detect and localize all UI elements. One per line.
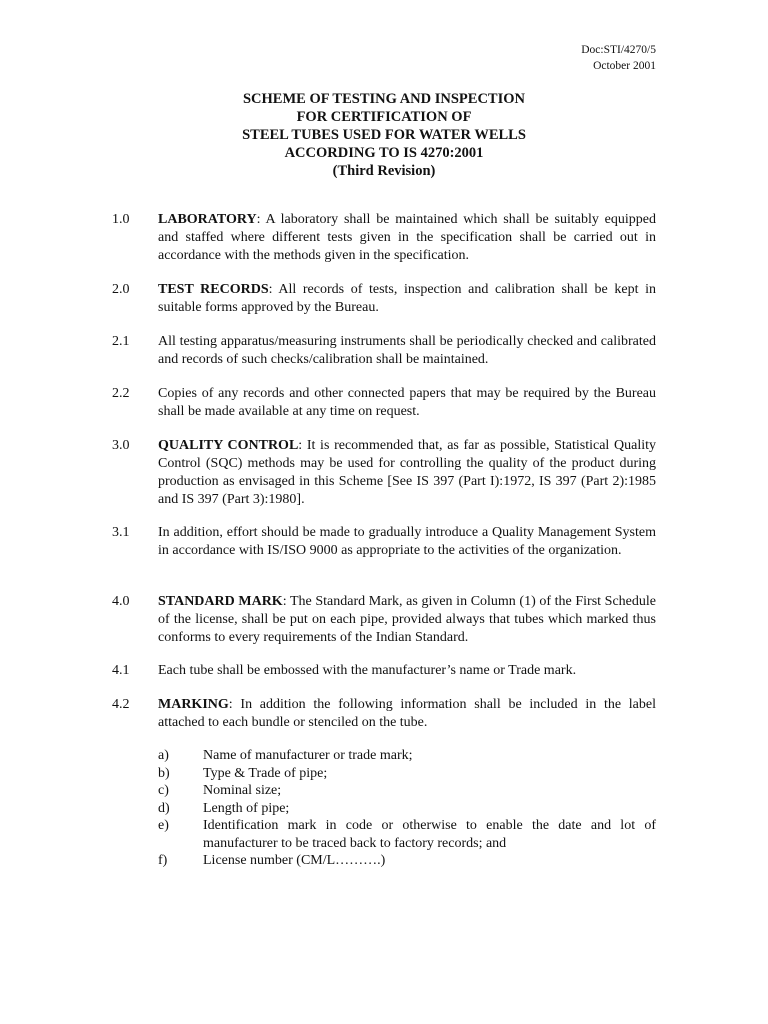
- list-item-label: b): [158, 765, 170, 781]
- section-heading: QUALITY CONTROL: [158, 438, 299, 453]
- section-text: : The Standard Mark, as given in Column (1) of the First Schedule of the license, shall be put on each pipe, provided always that tubes which marked thus conforms to every requirements of the Indian Standard.: [158, 594, 656, 645]
- list-item-text: Length of pipe;: [203, 800, 290, 816]
- title-line: ACCORDING TO IS 4270:2001: [284, 145, 484, 161]
- section-text: : In addition the following information shall be included in the label attached to each bundle or stenciled on the tube.: [158, 697, 656, 730]
- list-item-text: Identification mark in code or otherwise to enable the date and lot of manufacturer to be traced back to factory records; and: [203, 818, 656, 851]
- title-line: STEEL TUBES USED FOR WATER WELLS: [242, 127, 526, 143]
- section-heading: LABORATORY: [158, 212, 257, 227]
- section-4-1: [112, 662, 656, 680]
- list-item-text: Nominal size;: [203, 783, 282, 798]
- doc-number: Doc:STI/4270/5: [581, 44, 656, 56]
- section-3-0: [112, 437, 656, 509]
- section-text: All testing apparatus/measuring instruments shall be periodically checked and calibrated and records of such checks/calibration shall be maintained.: [158, 334, 656, 367]
- section-text: Each tube shall be embossed with the manufacturer’s name or Trade mark.: [158, 663, 577, 678]
- document-reference: [581, 42, 656, 74]
- section-number: 2.0: [112, 282, 130, 297]
- section-4-2: [112, 696, 656, 732]
- title-line: SCHEME OF TESTING AND INSPECTION: [242, 91, 525, 107]
- list-item-label: c): [158, 783, 169, 798]
- section-number: 2.2: [112, 386, 130, 401]
- title-revision: (Third Revision): [332, 163, 436, 179]
- list-item-text: License number (CM/L……….): [203, 853, 386, 868]
- section-text: In addition, effort should be made to gradually introduce a Quality Management System in accordance with IS/ISO 9000 as appropriate to the activities of the organization.: [158, 525, 656, 558]
- section-number: 3.1: [112, 525, 130, 540]
- section-1-0: [112, 211, 656, 265]
- list-item: [158, 800, 656, 818]
- section-heading: TEST RECORDS: [158, 282, 269, 297]
- list-item-label: a): [158, 748, 169, 763]
- section-number: 4.1: [112, 663, 130, 678]
- section-4-0: [112, 593, 656, 647]
- section-number: 1.0: [112, 212, 130, 227]
- section-number: 4.0: [112, 594, 130, 609]
- list-item: [158, 852, 656, 870]
- list-item: [158, 782, 656, 800]
- doc-date: October 2001: [593, 60, 656, 72]
- section-text: : A laboratory shall be maintained which shall be suitably equipped and staffed where different tests given in the specification shall be carried out in accordance with the methods given in the specification.: [158, 212, 656, 263]
- section-2-2: [112, 385, 656, 421]
- section-heading: MARKING: [158, 697, 229, 712]
- section-number: 3.0: [112, 438, 130, 453]
- document-title: [0, 90, 768, 180]
- section-number: 2.1: [112, 334, 130, 349]
- section-text: : All records of tests, inspection and calibration shall be kept in suitable forms approved by the Bureau.: [158, 282, 656, 315]
- section-number: 4.2: [112, 697, 130, 712]
- list-item-text: Name of manufacturer or trade mark;: [203, 748, 413, 763]
- list-item-label: e): [158, 818, 169, 833]
- section-heading: STANDARD MARK: [158, 594, 283, 609]
- list-item: [158, 747, 656, 765]
- list-item-text: Type & Trade of pipe;: [203, 765, 328, 781]
- section-2-0: [112, 281, 656, 317]
- list-item: [158, 765, 656, 783]
- list-item: [158, 817, 656, 852]
- section-2-1: [112, 333, 656, 369]
- title-line: FOR CERTIFICATION OF: [296, 109, 472, 125]
- section-text: Copies of any records and other connected papers that may be required by the Bureau shall be made available at any time on request.: [158, 386, 656, 419]
- section-3-1: [112, 524, 656, 560]
- list-item-label: f): [158, 853, 168, 868]
- list-item-label: d): [158, 800, 170, 816]
- marking-list: [158, 747, 656, 870]
- section-text: : It is recommended that, as far as possible, Statistical Quality Control (SQC) methods may be used for controlling the quality of the product during production as envisaged in this Scheme [See IS 397 (Part I):1972, IS 397 (Part 2):1985 and IS 397 (Part 3):1980].: [158, 438, 656, 507]
